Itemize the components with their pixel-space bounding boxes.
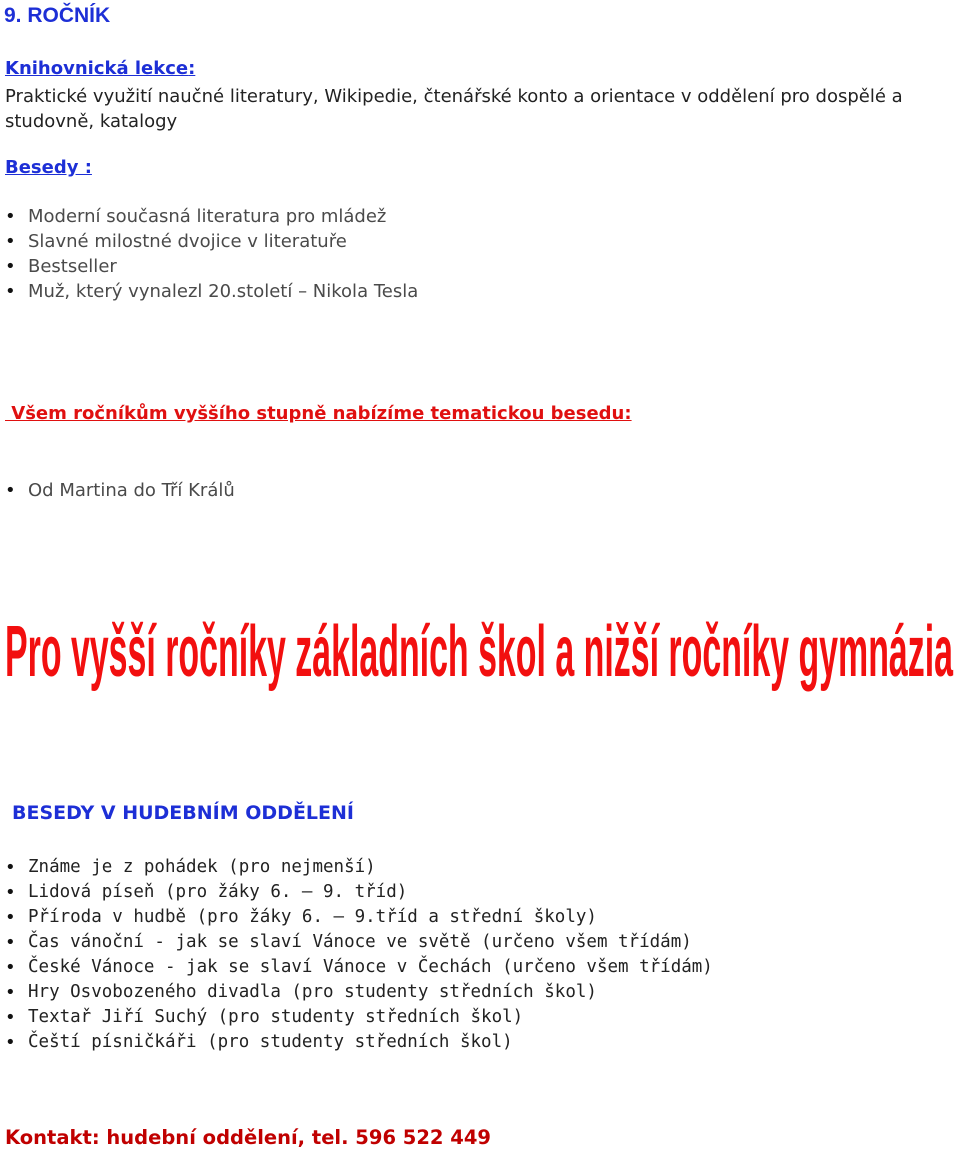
list-item — [0, 229, 418, 254]
music-item-label: Textař Jiří Suchý (pro studenty středních škol) — [28, 1007, 524, 1027]
list-item — [0, 980, 713, 1005]
music-item-label: České Vánoce - jak se slaví Vánoce v Čechách (určeno všem třídám) — [28, 957, 713, 977]
talk-item-label: Slavné milostné dvojice v literatuře — [28, 231, 347, 252]
music-item-label: Příroda v hudbě (pro žáky 6. – 9.tříd a střední školy) — [28, 907, 597, 927]
bullet-icon: • — [5, 480, 16, 501]
bullet-icon: • — [5, 1007, 16, 1028]
bullet-icon: • — [5, 231, 16, 252]
library-lesson-heading-colon: : — [188, 58, 196, 79]
list-item — [0, 478, 235, 503]
list-item — [0, 880, 713, 905]
list-item — [0, 279, 418, 304]
list-item — [0, 905, 713, 930]
grades-banner-text: Pro vyšší ročníky základních škol a nižší ročníky gymnázia — [5, 612, 954, 692]
bullet-icon: • — [5, 281, 16, 302]
list-item — [0, 855, 713, 880]
library-lesson-description: Praktické využití naučné literatury, Wikipedie, čtenářské konto a orientace v oddělení pro dospělé a studovně, katalogy — [5, 86, 903, 132]
talks-heading: Besedy : — [5, 157, 92, 178]
bullet-icon: • — [5, 957, 16, 978]
talks-list — [0, 204, 418, 304]
grades-banner-graphic — [5, 612, 955, 692]
grades-banner — [5, 612, 955, 692]
music-item-label: Čeští písničkáři (pro studenty středních škol) — [28, 1032, 513, 1052]
list-item — [0, 1005, 713, 1030]
bullet-icon: • — [5, 882, 16, 903]
list-item — [0, 204, 418, 229]
list-item — [0, 254, 418, 279]
talk-item-label: Bestseller — [28, 256, 117, 277]
music-item-label: Hry Osvobozeného divadla (pro studenty středních škol) — [28, 982, 597, 1002]
music-item-label: Známe je z pohádek (pro nejmenší) — [28, 857, 376, 877]
list-item — [0, 930, 713, 955]
list-item — [0, 1030, 713, 1055]
upper-grades-heading: Všem ročníkům vyššího stupně nabízíme tematickou besedu: — [5, 403, 632, 424]
list-item — [0, 955, 713, 980]
bullet-icon: • — [5, 857, 16, 878]
music-department-heading: BESEDY V HUDEBNÍM ODDĚLENÍ — [12, 802, 354, 824]
talk-item-label: Muž, který vynalezl 20.století – Nikola Tesla — [28, 281, 419, 302]
bullet-icon: • — [5, 982, 16, 1003]
bullet-icon: • — [5, 256, 16, 277]
music-item-label: Čas vánoční - jak se slaví Vánoce ve světě (určeno všem třídám) — [28, 932, 692, 952]
contact-info: Kontakt: hudební oddělení, tel. 596 522 449 — [5, 1126, 491, 1149]
upper-grades-list — [0, 478, 235, 503]
talk-item-label: Moderní současná literatura pro mládež — [28, 206, 387, 227]
bullet-icon: • — [5, 907, 16, 928]
library-lesson-heading — [5, 58, 195, 79]
bullet-icon: • — [5, 206, 16, 227]
grade-title: 9. ROČNÍK — [4, 4, 111, 27]
upper-grades-item-label: Od Martina do Tří Králů — [28, 480, 235, 501]
bullet-icon: • — [5, 1032, 16, 1053]
music-item-label: Lidová píseň (pro žáky 6. – 9. tříd) — [28, 882, 408, 902]
bullet-icon: • — [5, 932, 16, 953]
music-talks-list — [0, 855, 713, 1055]
library-lesson-heading-text: Knihovnická lekce — [5, 58, 189, 79]
